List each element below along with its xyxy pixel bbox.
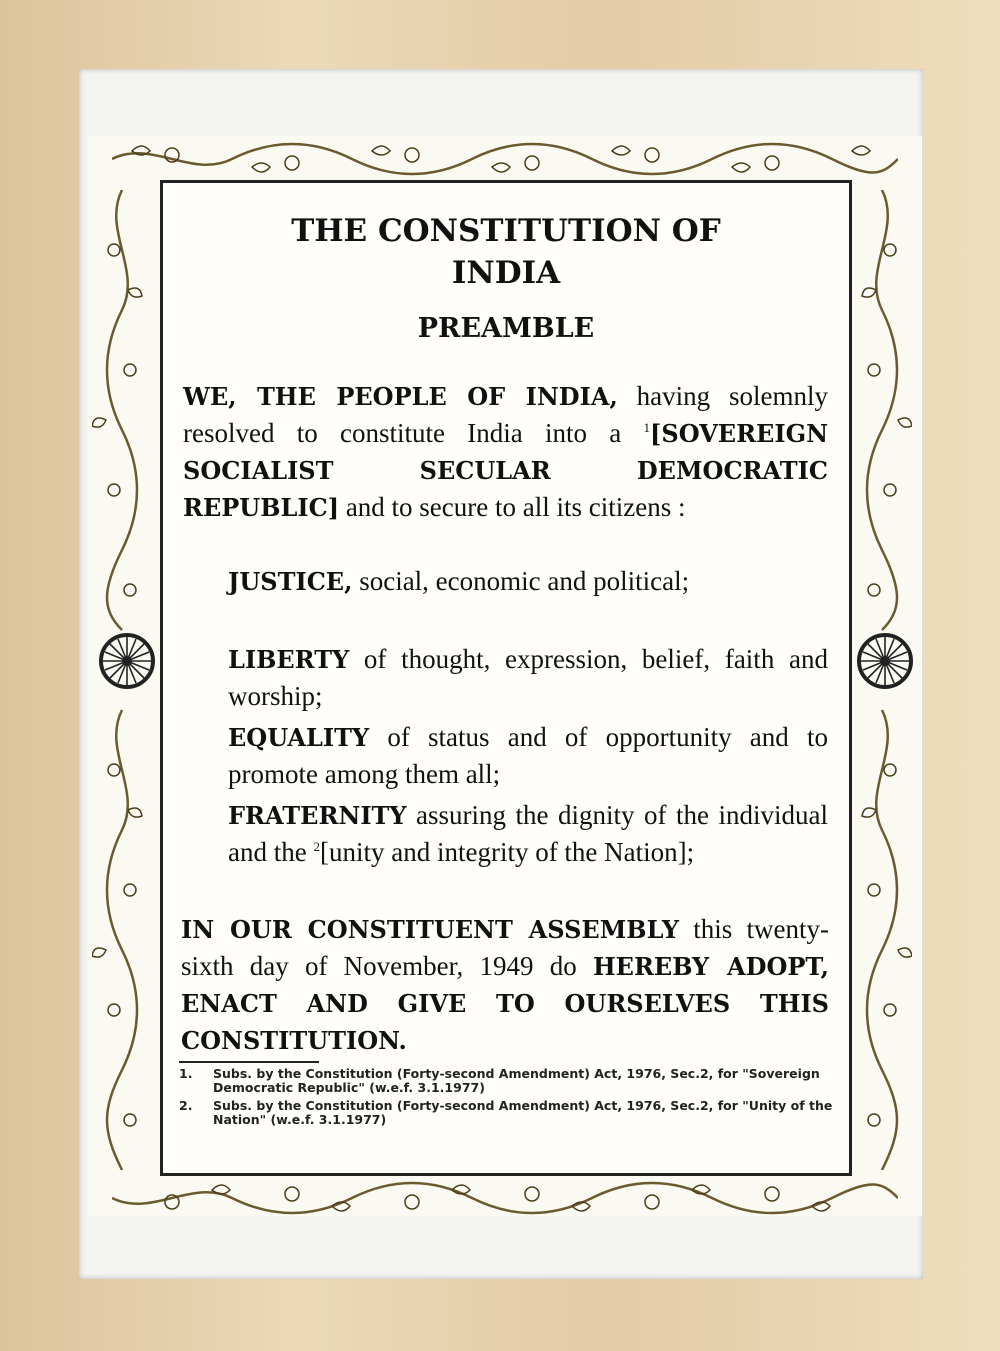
adopt-bold: HEREBY ADOPT, ENACT AND GIVE TO OURSELVES THIS CONSTITUTION. [181,952,829,1055]
preamble-panel [160,180,852,1176]
assembly-bold: IN OUR CONSTITUENT ASSEMBLY [181,915,680,944]
liberty-paragraph [228,641,828,714]
page-title: THE CONSTITUTION OF [291,213,721,249]
equality-text: of status and of opportunity and to promote among them all; [228,722,828,789]
page-title-line2: INDIA [451,255,561,291]
justice-bold: JUSTICE, [228,567,353,596]
assembly-text: this twenty-sixth day of November, 1949 do [181,914,829,981]
equality-paragraph [228,719,828,792]
republic-bold: [SOVEREIGN SOCIALIST SECULAR DEMOCRATIC REPUBLIC] [183,419,828,522]
liberty-bold: LIBERTY [228,645,350,674]
floral-vine-border-bottom [112,1176,898,1220]
ashoka-chakra-icon [98,632,156,690]
opening-bold: WE, THE PEOPLE OF INDIA, [183,382,618,411]
fraternity-bold: FRATERNITY [228,801,407,830]
justice-text: social, economic and political; [352,566,690,596]
secure-text: and to secure to all its citizens : [339,492,686,522]
footnote-text: Subs. by the Constitution (Forty-second Amendment) Act, 1976, Sec.2, for "Sovereign Democratic Republic" (w.e.f. 3.1.1977) [213,1066,820,1095]
section-heading: PREAMBLE [417,313,595,344]
footnote-ref-1: 1 [643,420,651,435]
fraternity-text: assuring the dignity of the individual and the [228,800,828,867]
footnote-number: 1. [179,1066,193,1081]
footnote-item [179,1099,839,1127]
liberty-text: of thought, expression, belief, faith and worship; [228,644,828,711]
footnote-divider [179,1061,319,1063]
equality-bold: EQUALITY [228,723,370,752]
assembly-paragraph [181,911,829,1059]
footnotes [179,1067,839,1131]
footnote-text: Subs. by the Constitution (Forty-second Amendment) Act, 1976, Sec.2, for "Unity of the Nation" (w.e.f. 3.1.1977) [213,1098,833,1127]
footnote-number: 2. [179,1098,193,1113]
unity-text: [unity and integrity of the Nation]; [319,837,695,867]
justice-paragraph [228,563,828,600]
footnote-item [179,1067,839,1095]
floral-vine-border-top [112,137,898,181]
fraternity-paragraph [228,797,828,870]
preamble-opening [183,378,828,526]
opening-text: having solemnly resolved to constitute India into a [183,381,829,448]
footnote-ref-2: 2 [313,839,320,854]
ashoka-chakra-icon [856,632,914,690]
